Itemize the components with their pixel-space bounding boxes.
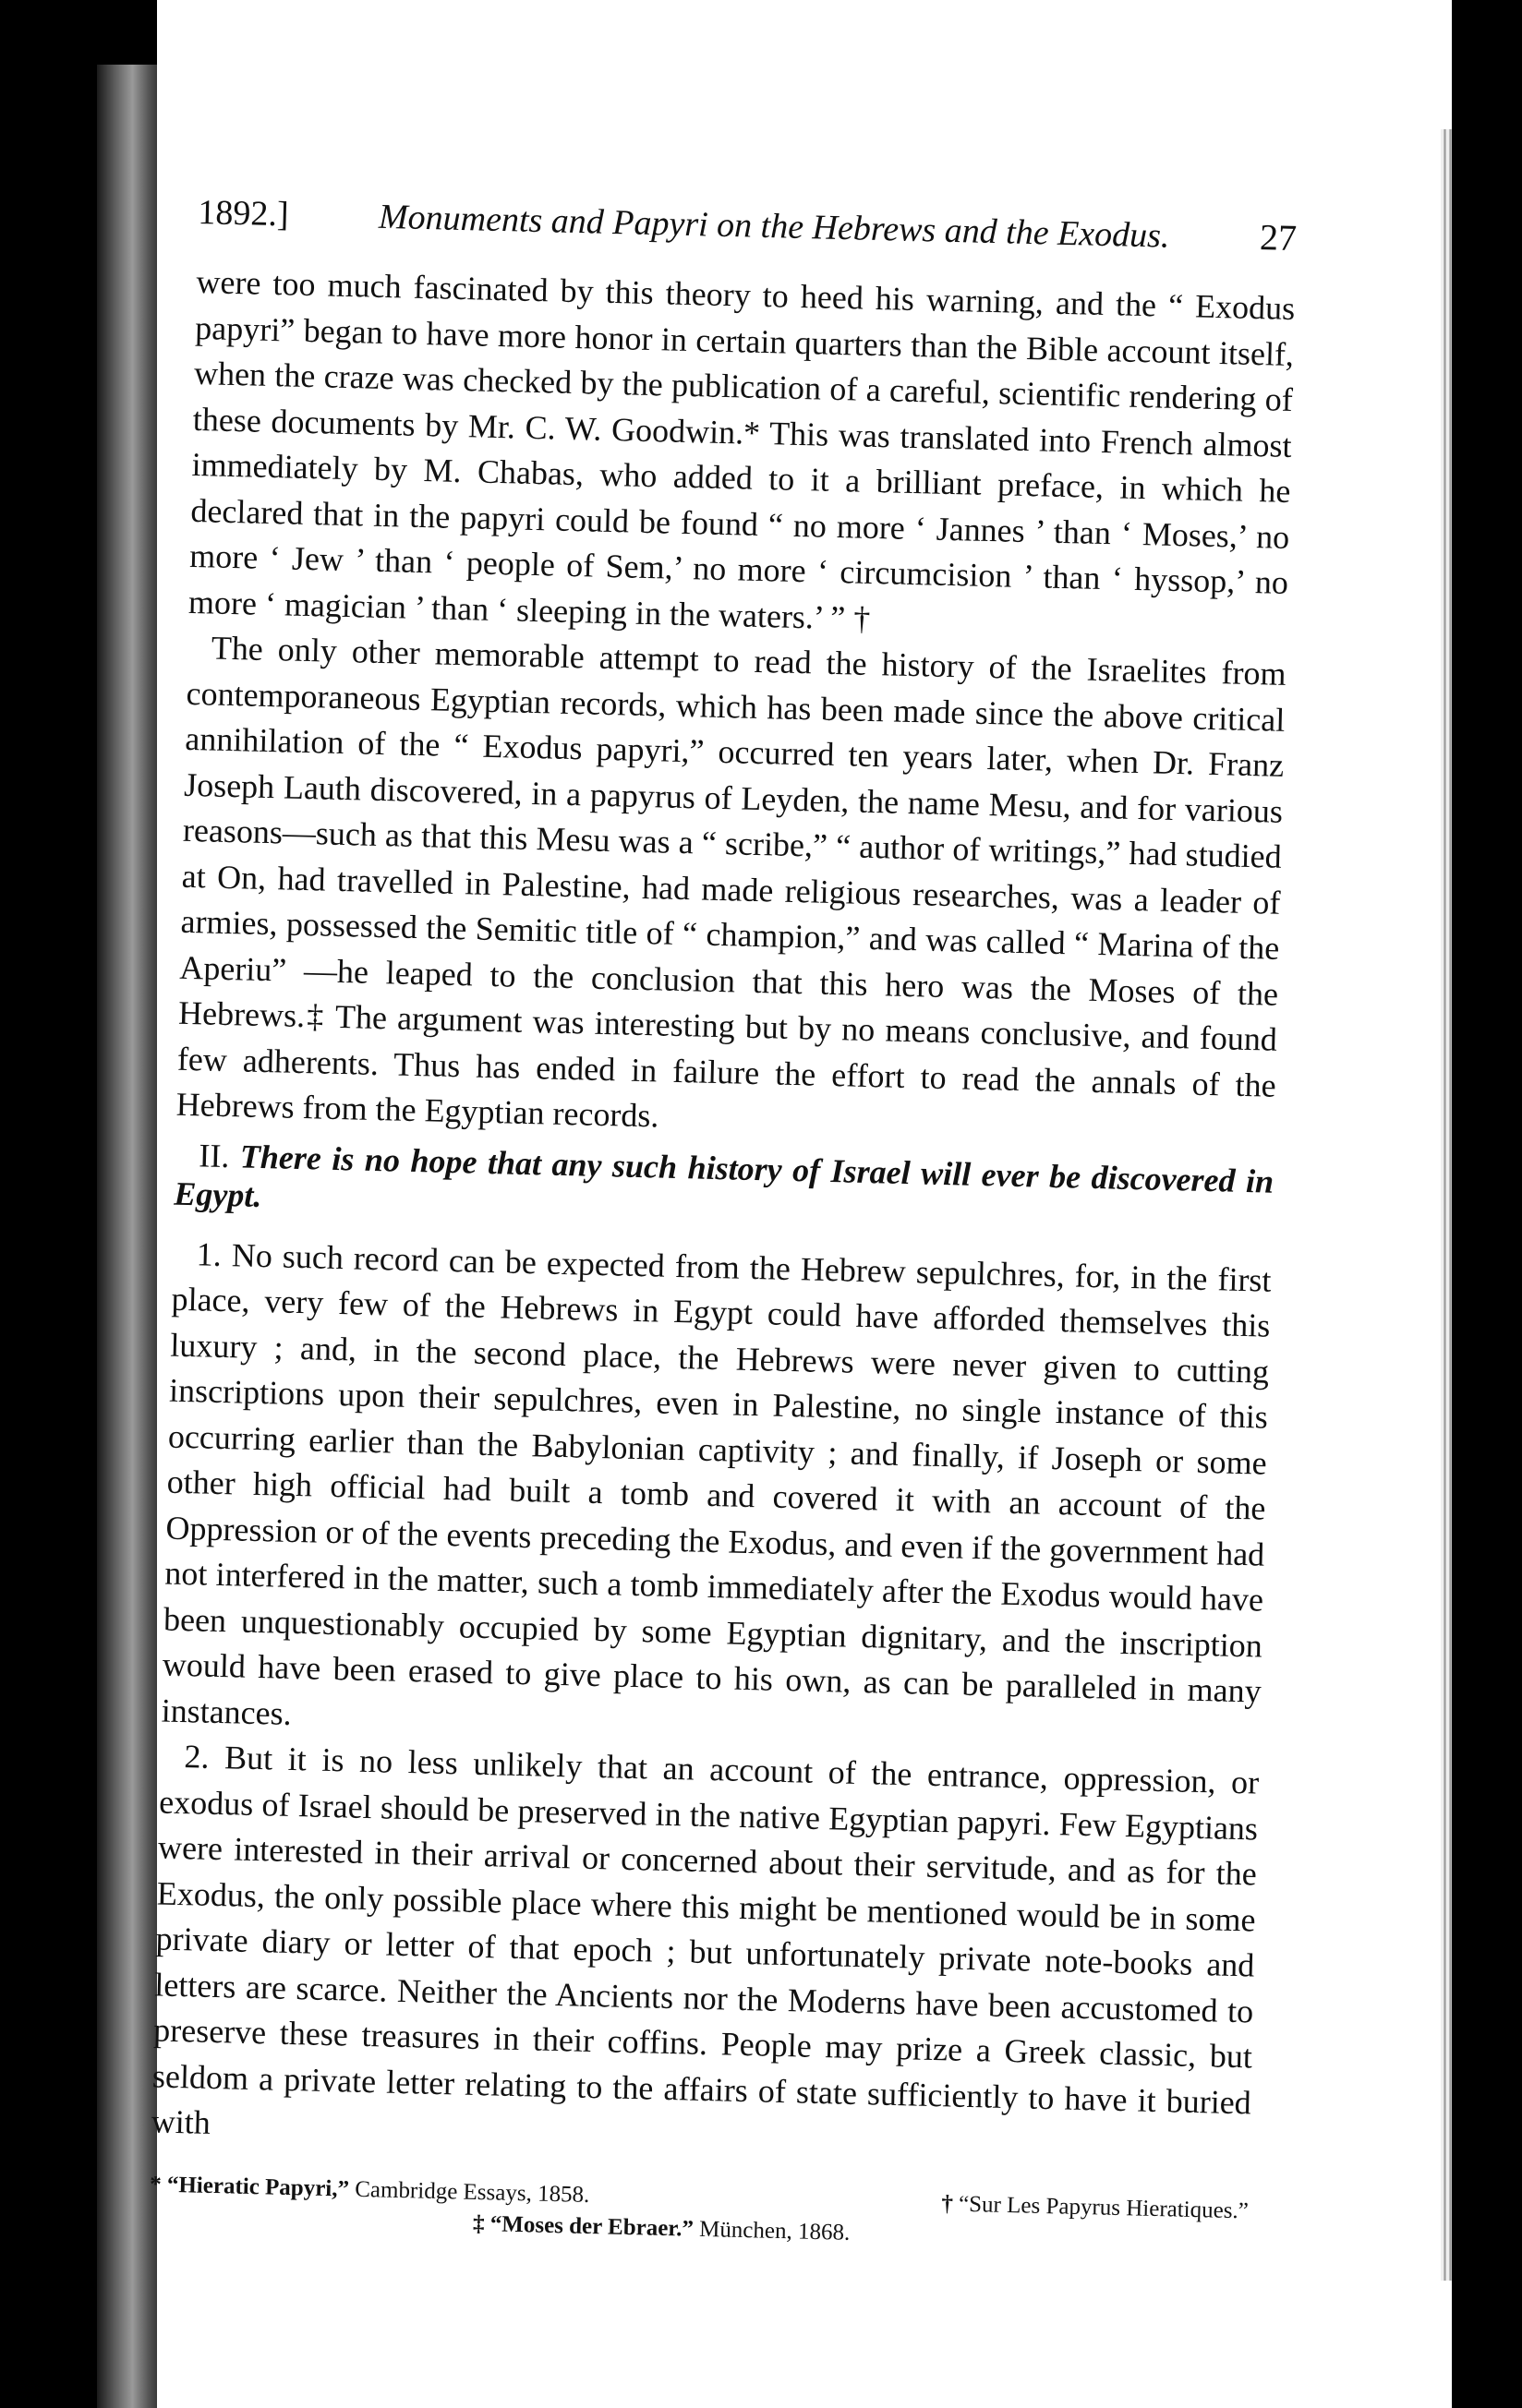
- paragraph-lauth: The only other memorable attempt to read the history of the Israelites from contemporaneous Egyptian records, which has been made since the above critical annihilation of the “ Exodus papyri,” occurred ten years later, when Dr. Franz Joseph Lauth discovered, in a papyrus of Leyden, the name Mesu, and for various reasons—such as that this Mesu was a “ scribe,” “ author of writings,” had studied at On, had travelled in Palestine, had made religious researches, was a leader of armies, possessed the Semitic title of “ champion,” and was called “ Marina of the Aperiu” —he leaped to the conclusion that this hero was the Moses of the Hebrews.‡ The argument was interesting but by no means conclusive, and found few adherents. Thus has ended in failure the effort to read the annals of the Hebrews from the Egyptian records.: [175, 629, 1287, 1135]
- footnote-star-source: Cambridge Essays, 1858.: [354, 2176, 590, 2208]
- book-spine-shadow: [97, 65, 162, 2408]
- section-heading-text: There is no hope that any such history of Israel will ever be discovered in Egypt.: [173, 1137, 1274, 1214]
- numbered-paragraph-1: 1. No such record can be expected from the Hebrew sepulchres, for, in the first place, very few of the Hebrews in Egypt could have afforded themselves this luxury ; and, in the second place, the Hebrews were never given to cutting inscriptions upon their sepulchres, even in Palestine, no single instance of this occurring earlier than the Babylonian captivity ; and finally, if Joseph or some other high official had built a tomb and covered it with an account of the Oppression or of the events preceding the Exodus, and even if the government had not interfered in the matter, such a tomb immediately after the Exodus would have been unquestionably occupied by some Egyptian dignitary, and the inscription would have been erased to give place to his own, as can be paralleled in many instances.: [161, 1234, 1272, 1732]
- footnote-ddagger-mark: ‡: [472, 2210, 485, 2236]
- scan-right-edge: [1452, 0, 1522, 2408]
- footnote-star-mark: *: [149, 2171, 163, 2197]
- footnote-dagger-mark: †: [941, 2190, 954, 2217]
- running-head-year: 1892.]: [197, 192, 290, 235]
- footnote-ddagger-source: München, 1868.: [698, 2216, 851, 2245]
- footnote-dagger-text: “Sur Les Papyrus Hieratiques.”: [958, 2191, 1250, 2223]
- section-numeral: II.: [198, 1136, 230, 1174]
- page-content: [149, 189, 1298, 2258]
- footnote-ddagger-title: “Moses der Ebraer.”: [489, 2210, 695, 2242]
- paragraph-continuation: were too much fascinated by this theory to heed his warning, and the “ Exodus papyri” began to have more honor in certain quarters than the Bible account itself, when the craze was checked by the publication of a careful, scientific rendering of these documents by Mr. C. W. Goodwin.* This was translated into French almost immediately by M. Chabas, who added to it a brilliant preface, in which he declared that in the papyri could be found “ no more ‘ Jannes ’ than ‘ Moses,’ no more ‘ Jew ’ than ‘ people of Sem,’ no more ‘ circumcision ’ than ‘ hyssop,’ no more ‘ magician ’ than ‘ sleeping in the waters.’ ” †: [187, 262, 1296, 637]
- running-head-title: Monuments and Papyri on the Hebrews and the Exodus.: [378, 197, 1170, 256]
- footnote-star-title: “Hieratic Papyri,”: [166, 2172, 350, 2202]
- numbered-paragraph-2: 2. But it is no less unlikely that an account of the entrance, oppression, or exodus of Israel should be preserved in the native Egyptian papyri. Few Egyptians were interested in their arrival or concerned about their servitude, and as for the Exodus, the only possible place where this might be mentioned would be in some private diary or letter of that epoch ; but unfortunately private note-books and letters are scarce. Neither the Ancients nor the Moderns have been accustomed to preserve these treasures in their coffins. People may prize a Greek classic, but seldom a private letter relating to the affairs of state sufficiently to have it buried with: [151, 1738, 1260, 2141]
- page-number: 27: [1259, 216, 1298, 259]
